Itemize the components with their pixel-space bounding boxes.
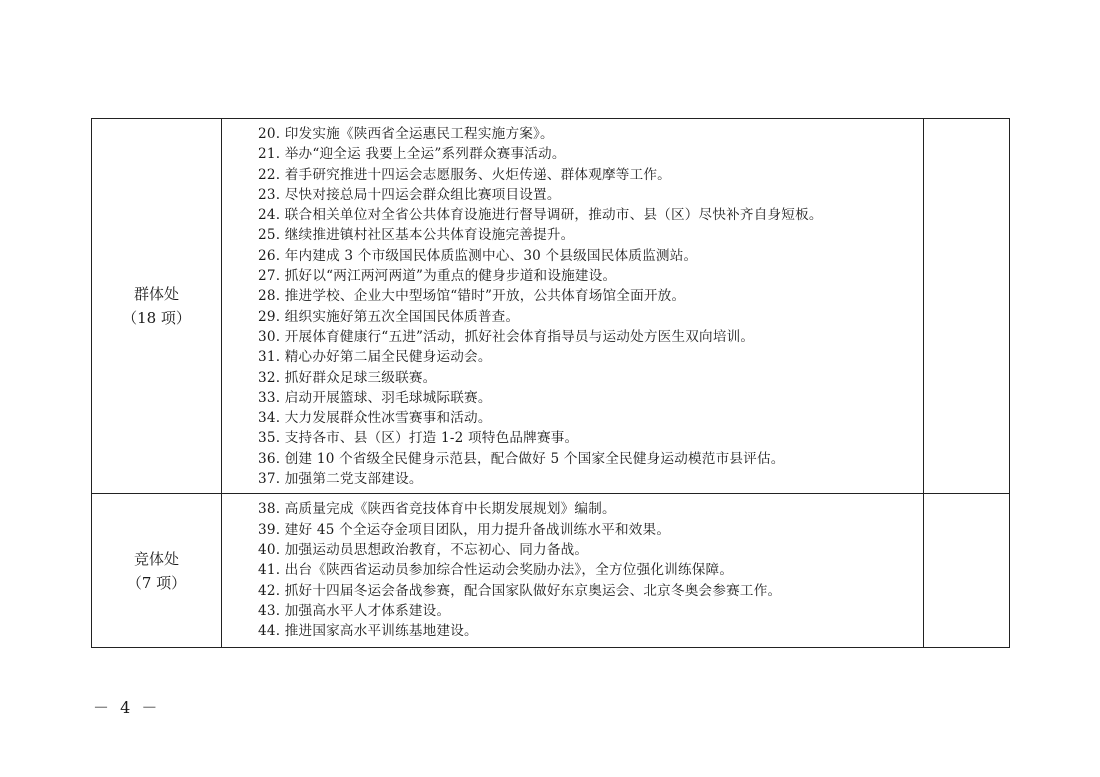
department-cell [92, 494, 222, 648]
page-number: － 4 － [93, 698, 161, 717]
task-item: 31. 精心办好第二届全民健身运动会。 [258, 349, 492, 366]
task-item: 38. 高质量完成《陕西省竞技体育中长期发展规划》编制。 [258, 501, 616, 518]
task-item: 41. 出台《陕西省运动员参加综合性运动会奖励办法》，全方位强化训练保障。 [258, 562, 734, 579]
task-item: 39. 建好 45 个全运夺金项目团队，用力提升备战训练水平和效果。 [258, 521, 671, 538]
task-item: 22. 着手研究推进十四运会志愿服务、火炬传递、群体观摩等工作。 [258, 166, 671, 183]
task-item: 30. 开展体育健康行“五进”活动，抓好社会体育指导员与运动处方医生双向培训。 [258, 328, 755, 345]
task-list [258, 124, 923, 489]
task-item: 32. 抓好群众足球三级联赛。 [258, 369, 437, 386]
task-item: 44. 推进国家高水平训练基地建设。 [258, 623, 478, 640]
section-row-qunti [92, 119, 1010, 494]
task-item: 33. 启动开展篮球、羽毛球城际联赛。 [258, 389, 492, 406]
department-count: （7 项） [126, 573, 187, 592]
section-row-jingti [92, 494, 1010, 648]
task-list [258, 499, 923, 641]
department-name: 竞体处 [133, 549, 179, 568]
work-tasks-table [91, 118, 1010, 648]
task-item: 36. 创建 10 个省级全民健身示范县，配合做好 5 个国家全民健身运动模范市县评估。 [258, 450, 785, 467]
task-item: 42. 抓好十四届冬运会备战参赛，配合国家队做好东京奥运会、北京冬奥会参赛工作。 [258, 582, 782, 599]
tasks-cell [222, 119, 924, 494]
task-item: 25. 继续推进镇村社区基本公共体育设施完善提升。 [258, 227, 575, 244]
task-item: 40. 加强运动员思想政治教育，不忘初心、同力备战。 [258, 541, 589, 558]
department-name: 群体处 [133, 285, 179, 304]
task-item: 20. 印发实施《陕西省全运惠民工程实施方案》。 [258, 126, 554, 142]
task-item: 43. 加强高水平人才体系建设。 [258, 602, 451, 619]
task-item: 34. 大力发展群众性冰雪赛事和活动。 [258, 410, 492, 427]
department-cell [92, 119, 222, 494]
tasks-cell [222, 494, 924, 648]
task-item: 26. 年内建成 3 个市级国民体质监测中心、30 个县级国民体质监测站。 [258, 247, 698, 264]
task-item: 27. 抓好以“两江两河两道”为重点的健身步道和设施建设。 [258, 268, 617, 285]
task-item: 28. 推进学校、企业大中型场馆“错时”开放，公共体育场馆全面开放。 [258, 288, 686, 305]
task-item: 23. 尽快对接总局十四运会群众组比赛项目设置。 [258, 186, 561, 203]
task-item: 21. 举办“迎全运 我要上全运”系列群众赛事活动。 [258, 146, 566, 163]
task-item: 29. 组织实施好第五次全国国民体质普查。 [258, 308, 520, 325]
note-cell [924, 494, 1010, 648]
note-cell [924, 119, 1010, 494]
task-item: 37. 加强第二党支部建设。 [258, 471, 423, 488]
task-item: 35. 支持各市、县（区）打造 1-2 项特色品牌赛事。 [258, 430, 579, 447]
department-count: （18 项） [122, 309, 191, 328]
task-item: 24. 联合相关单位对全省公共体育设施进行督导调研，推动市、县（区）尽快补齐自身短板。 [258, 207, 823, 224]
